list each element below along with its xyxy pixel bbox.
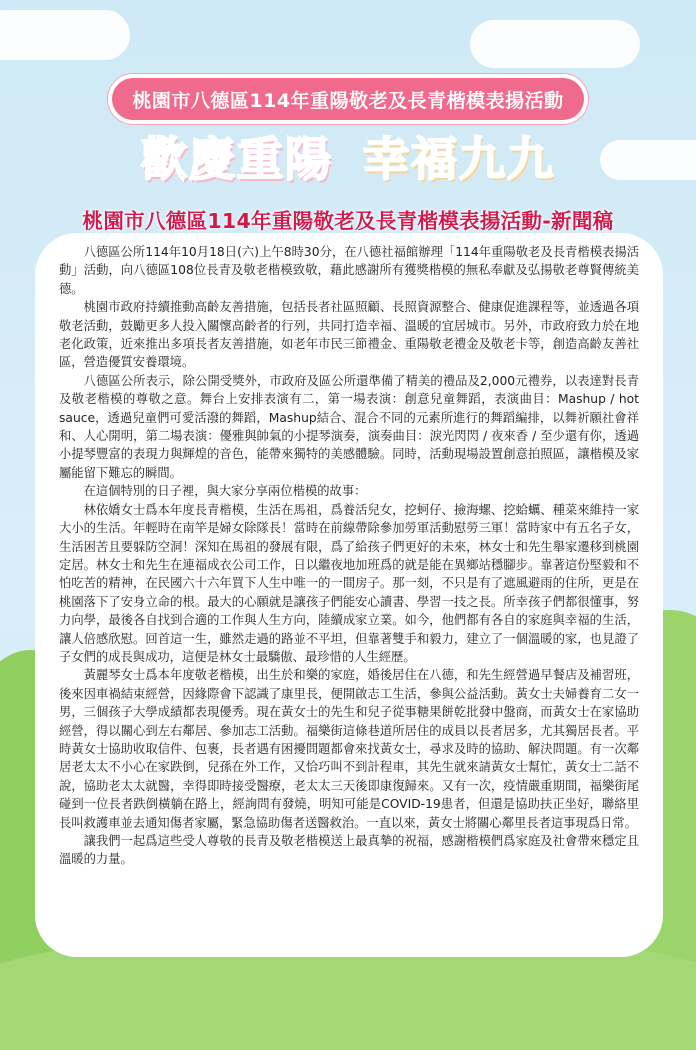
- event-banner: [112, 78, 584, 120]
- article-paragraph-6: 黃麗琴女士爲本年度敬老楷模，出生於和樂的家庭，婚後居住在八德，和先生經營過早餐店及補習班，後來因車禍結束經營，因緣際會下認識了康里長，便開啟志工生活，參與公益活動。黃女士夫婦養育二女一男，三個孩子大學成績都表現優秀。現在黃女士的先生和兒子從事糖果餅乾批發中盤商，而黃女士在家協助經營，得以關心到左右鄰居、參加志工活動。福樂街這條巷道所居住的成員以長者居多，尤其獨居長者。平時黃女士協助收取信件、包裹，長者遇有困擾問題都會來找黃女士，尋求及時的協助、解決問題。有一次鄰居老太太不小心在家跌倒，兒孫在外工作，又恰巧叫不到計程車，其先生就來請黃女士幫忙，黃女士二話不說，協助老太太就醫，幸得即時接受醫療，老太太三天後即康復歸來。又有一次，疫情嚴重期間，福樂街尾碰到一位長者跌倒橫躺在路上，經詢問有發燒，明知可能是COVID-19患者，但還是協助扶正坐好，聯絡里長叫救護車並去通知傷者家屬，緊急協助傷者送醫救治。一直以來，黃女士將關心鄰里長者這事現爲日常。: [59, 668, 639, 830]
- slogan-part-2: 幸福九九: [363, 132, 555, 186]
- cloud-decoration: [0, 10, 130, 60]
- article-paragraph-2: 桃園市政府持續推動高齡友善措施，包括長者社區照顧、長照資源整合、健康促進課程等，並透過各項敬老活動，鼓勵更多人投入關懷高齡者的行列，共同打造幸福、溫暖的宜居城市。另外，市政府致力於在地老化政策，近來推出多項長者友善措施，如老年市民三節禮金、重陽敬老禮金及敬老卡等，創造高齡友善社區，營造優質安養環境。: [59, 300, 639, 370]
- cloud-decoration: [470, 20, 640, 68]
- article-paragraph-5: 林依嬌女士爲本年度長青楷模，生活在馬祖，爲養活兒女，挖蚵仔、撿海螺、挖蛤蠣、種菜來維持一家大小的生活。年輕時在南竿是婦女除隊長！當時在前線帶除參加勞軍活動慰勞三軍！當時家中有五名子女，生活困苦且要躲防空洞！深知在馬祖的發展有限，爲了給孩子們更好的未來，林女士和先生舉家遷移到桃園定居。林女士和先生在連福成衣公司工作，日以繼夜地加班爲的就是能在異鄉站穩腳步。靠著這份堅毅和不怕吃苦的精神，在民國六十六年買下人生中唯一的一間房子。那一刻，不只是有了遮風避雨的住所，更是在桃園落下了安身立命的根。最大的心願就是讓孩子們能安心讀書、學習一技之長。所幸孩子們都很懂事，努力向學，最後各自找到合適的工作與人生方向，陸續成家立業。如今，他們都有各自的家庭與幸福的生活，讓人倍感欣慰。回首這一生，雖然走過的路並不平坦，但靠著雙手和毅力，建立了一個溫暖的家，也見證了子女們的成長與成功，這便是林女士最驕傲、最珍惜的人生經歷。: [59, 502, 639, 664]
- article-paragraph-3: 八德區公所表示，除公開受獎外，市政府及區公所還準備了精美的禮品及2,000元禮券，以表達對長青及敬老楷模的尊敬之意。舞台上安排表演有二，第一場表演：創意兒童舞蹈，表演曲目：Mashup / hot sauce，透過兒童們可愛活潑的舞蹈，Mashup結合、混合不同的元素所進行的舞蹈編排，以舞祈願社會祥和、人心開明，第二場表演：優雅與帥氣的小提琴演奏，演奏曲目：淚光閃閃 / 夜來香 / 至少還有你，透過小提琴豐富的表現力與輝煌的音色，能帶來獨特的美感體驗。同時，活動現場設置創意拍照區，讓楷模及家屬能留下難忘的瞬間。: [59, 373, 639, 480]
- article-paragraph-7: 讓我們一起爲這些受人尊敬的長青及敬老楷模送上最真摯的祝福，感謝楷模們爲家庭及社會帶來穩定且溫暖的力量。: [59, 834, 639, 867]
- slogan: [0, 126, 696, 186]
- article-title: 桃園市八德區114年重陽敬老及長青楷模表揚活動-新聞稿: [82, 209, 614, 233]
- article-paragraph-1: 八德區公所114年10月18日(六)上午8時30分，在八德社福館辦理「114年重陽敬老及長青楷模表揚活動」活動，向八德區108位長青及敬老楷模致敬，藉此感謝所有獲獎楷模的無私奉獻及弘揚敬老尊賢傳統美德。: [59, 245, 639, 296]
- banner-text: 桃園市八德區114年重陽敬老及長青楷模表揚活動: [132, 89, 564, 112]
- article-paragraph-4: 在這個特別的日子裡，與大家分享兩位楷模的故事：: [83, 484, 367, 499]
- slogan-part-1: 歡慶重陽: [141, 132, 333, 186]
- article-card: [35, 233, 663, 957]
